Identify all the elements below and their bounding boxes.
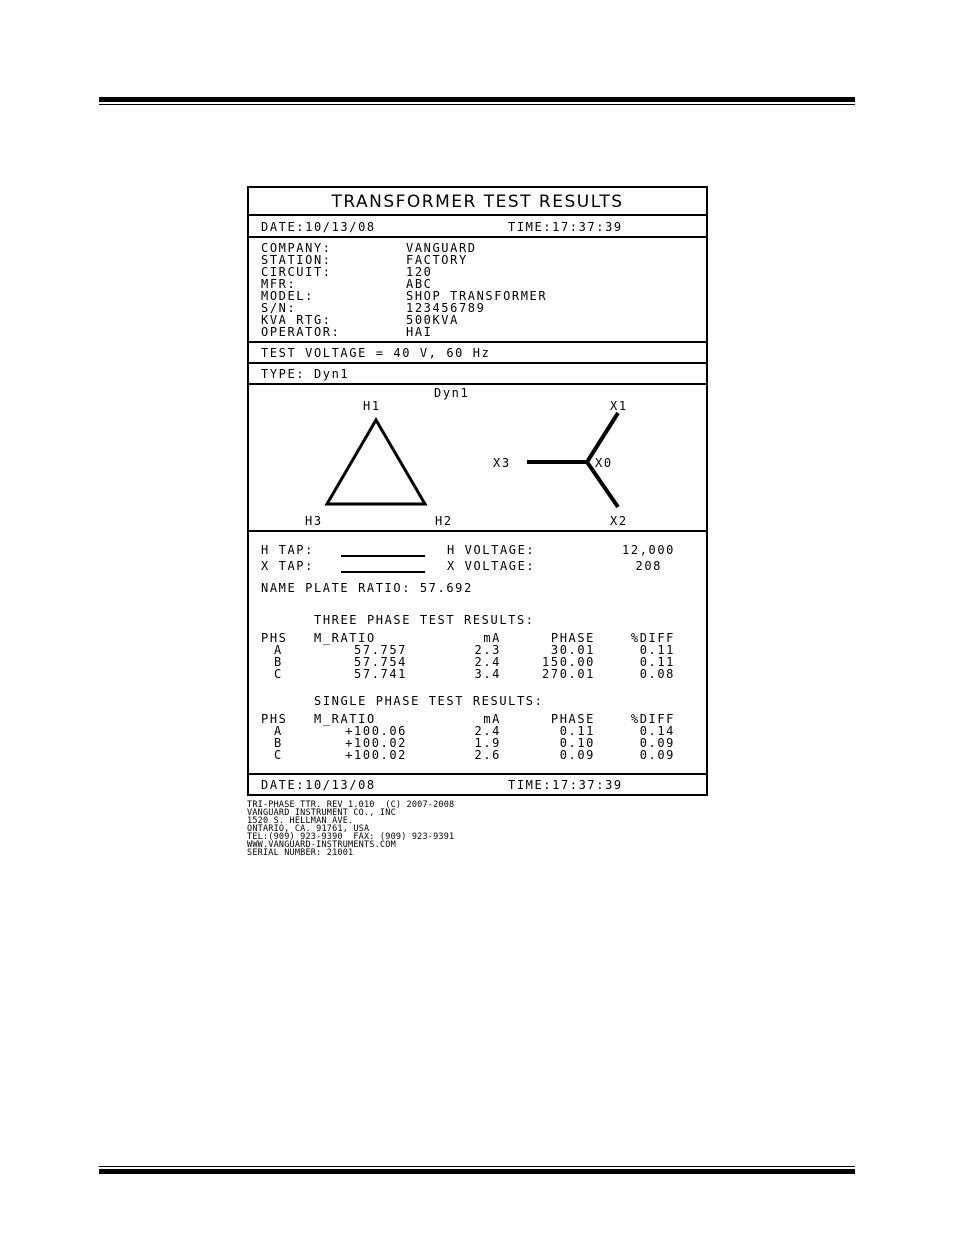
printer-info-line: ONTARIO, CA. 91761, USA — [247, 824, 370, 834]
info-value: SHOP TRANSFORMER — [406, 289, 548, 303]
table-cell: 0.09 — [639, 736, 675, 750]
table-cell: C — [274, 748, 283, 762]
table-cell: A — [274, 724, 283, 738]
test-voltage: TEST VOLTAGE = 40 V, 60 Hz — [261, 346, 491, 360]
info-label: KVA RTG: — [261, 313, 332, 327]
col-header: %DIFF — [630, 631, 675, 645]
table-cell: +100.02 — [345, 736, 407, 750]
col-header: PHASE — [550, 631, 595, 645]
h-voltage-label: H VOLTAGE: — [447, 543, 536, 557]
info-label: COMPANY: — [261, 241, 332, 255]
header-time: TIME:17:37:39 — [508, 220, 623, 234]
table-cell: 150.00 — [542, 655, 595, 669]
h-tap-blank — [341, 555, 425, 557]
info-value: 123456789 — [406, 301, 486, 315]
h-tap-label: H TAP: — [261, 543, 314, 557]
printer-info-line: 1520 S. HELLMAN AVE. — [247, 816, 354, 826]
table-cell: 2.3 — [474, 643, 501, 657]
title-section — [249, 188, 706, 216]
top-rule — [99, 97, 855, 102]
col-header: mA — [483, 712, 501, 726]
info-value: HAI — [406, 325, 433, 339]
x-tap-blank — [341, 571, 425, 573]
table-cell: 0.09 — [559, 748, 595, 762]
label-x0: X0 — [595, 456, 613, 470]
bottom-rule-thin — [99, 1166, 855, 1167]
vector-diagram — [249, 385, 706, 530]
bottom-rule — [99, 1169, 855, 1174]
single-phase-heading: SINGLE PHASE TEST RESULTS: — [314, 694, 544, 708]
table-cell: C — [274, 667, 283, 681]
vector-diagram-section — [249, 385, 706, 532]
x-voltage-label: X VOLTAGE: — [447, 559, 536, 573]
table-cell: 57.741 — [354, 667, 407, 681]
type-section — [249, 364, 706, 385]
col-header: PHASE — [550, 712, 595, 726]
table-cell: 3.4 — [474, 667, 501, 681]
table-cell: 57.757 — [354, 643, 407, 657]
table-cell: 0.11 — [639, 643, 675, 657]
footer-date: DATE:10/13/08 — [261, 778, 376, 792]
table-cell: 2.6 — [474, 748, 501, 762]
info-label: MODEL: — [261, 289, 314, 303]
table-cell: 0.09 — [639, 748, 675, 762]
info-label: S/N: — [261, 301, 297, 315]
header-date: DATE:10/13/08 — [261, 220, 376, 234]
label-x2: X2 — [610, 514, 628, 528]
col-header: mA — [483, 631, 501, 645]
printer-info-line: WWW.VANGUARD-INSTRUMENTS.COM — [247, 840, 396, 850]
header-datetime — [249, 216, 706, 238]
table-cell: +100.06 — [345, 724, 407, 738]
footer-datetime — [249, 775, 706, 796]
table-cell: 0.14 — [639, 724, 675, 738]
h-voltage-value: 12,000 — [622, 543, 675, 557]
wye-leg-x1 — [587, 413, 618, 462]
col-header: PHS — [261, 631, 288, 645]
name-plate-ratio: NAME PLATE RATIO: 57.692 — [261, 581, 473, 595]
table-cell: B — [274, 736, 283, 750]
table-cell: 30.01 — [550, 643, 595, 657]
transformer-type: TYPE: Dyn1 — [261, 367, 350, 381]
table-cell: 2.4 — [474, 655, 501, 669]
printer-info-line: TEL:(909) 923-9390 FAX: (909) 923-9391 — [247, 832, 455, 842]
table-cell: 1.9 — [474, 736, 501, 750]
printer-info-line: TRI-PHASE TTR. REV 1.010 (C) 2007-2008 — [247, 800, 455, 810]
info-label: OPERATOR: — [261, 325, 341, 339]
table-cell: 0.11 — [639, 655, 675, 669]
info-value: VANGUARD — [406, 241, 477, 255]
label-h2: H2 — [435, 514, 453, 528]
table-cell: A — [274, 643, 283, 657]
x-tap-label: X TAP: — [261, 559, 314, 573]
table-cell: 0.11 — [559, 724, 595, 738]
info-label: CIRCUIT: — [261, 265, 332, 279]
diagram-title: Dyn1 — [434, 386, 470, 400]
info-section — [249, 238, 706, 343]
table-cell: B — [274, 655, 283, 669]
col-header: %DIFF — [630, 712, 675, 726]
info-label: MFR: — [261, 277, 297, 291]
table-cell: 57.754 — [354, 655, 407, 669]
table-cell: 2.4 — [474, 724, 501, 738]
results-section — [249, 532, 706, 775]
printout-title: TRANSFORMER TEST RESULTS — [331, 192, 624, 212]
printer-info-line: VANGUARD INSTRUMENT CO., INC — [247, 808, 396, 818]
info-value: 500KVA — [406, 313, 459, 327]
top-rule-thin — [99, 104, 855, 105]
table-cell: 0.08 — [639, 667, 675, 681]
label-h3: H3 — [305, 514, 323, 528]
info-value: FACTORY — [406, 253, 468, 267]
info-label: STATION: — [261, 253, 332, 267]
label-h1: H1 — [363, 399, 381, 413]
table-cell: 0.10 — [559, 736, 595, 750]
three-phase-heading: THREE PHASE TEST RESULTS: — [314, 613, 535, 627]
test-voltage-section — [249, 343, 706, 364]
delta-winding-triangle — [327, 420, 425, 504]
table-cell: +100.02 — [345, 748, 407, 762]
footer-time: TIME:17:37:39 — [508, 778, 623, 792]
col-header: M_RATIO — [314, 712, 376, 726]
table-cell: 270.01 — [542, 667, 595, 681]
info-value: 120 — [406, 265, 433, 279]
label-x3: X3 — [493, 456, 511, 470]
printer-info-line: SERIAL NUMBER: 21001 — [247, 848, 354, 858]
test-result-printout — [247, 186, 708, 796]
col-header: M_RATIO — [314, 631, 376, 645]
x-voltage-value: 208 — [635, 559, 662, 573]
info-value: ABC — [406, 277, 433, 291]
label-x1: X1 — [610, 399, 628, 413]
col-header: PHS — [261, 712, 288, 726]
